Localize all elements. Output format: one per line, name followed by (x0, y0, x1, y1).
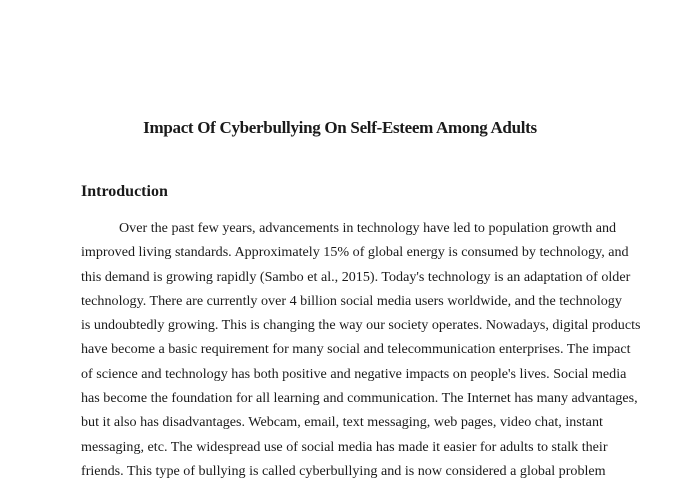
paragraph-line: of science and technology has both positive and negative impacts on people's lives. Social media (81, 365, 627, 382)
section-heading-introduction: Introduction (81, 183, 168, 200)
paragraph-line: has become the foundation for all learning and communication. The Internet has many advantages, (81, 390, 638, 407)
document-title: Impact Of Cyberbullying On Self-Esteem Among Adults (143, 118, 537, 137)
introduction-paragraph (81, 216, 641, 483)
paragraph-line: friends. This type of bullying is called cyberbullying and is now considered a global problem (81, 462, 606, 479)
paragraph-line: improved living standards. Approximately 15% of global energy is consumed by technology, and (81, 244, 629, 261)
paragraph-line: this demand is growing rapidly (Sambo et al., 2015). Today's technology is an adaptation of older (81, 268, 631, 285)
paragraph-line: have become a basic requirement for many social and telecommunication enterprises. The impact (81, 341, 631, 358)
paragraph-line: technology. There are currently over 4 billion social media users worldwide, and the technology (81, 292, 622, 309)
paragraph-line: Over the past few years, advancements in technology have led to population growth and (119, 220, 617, 236)
paragraph-line: but it also has disadvantages. Webcam, email, text messaging, web pages, video chat, instant (81, 414, 603, 431)
paragraph-line: is undoubtedly growing. This is changing the way our society operates. Nowadays, digital products (81, 317, 641, 334)
paragraph-line: messaging, etc. The widespread use of social media has made it easier for adults to stalk their (81, 438, 608, 455)
